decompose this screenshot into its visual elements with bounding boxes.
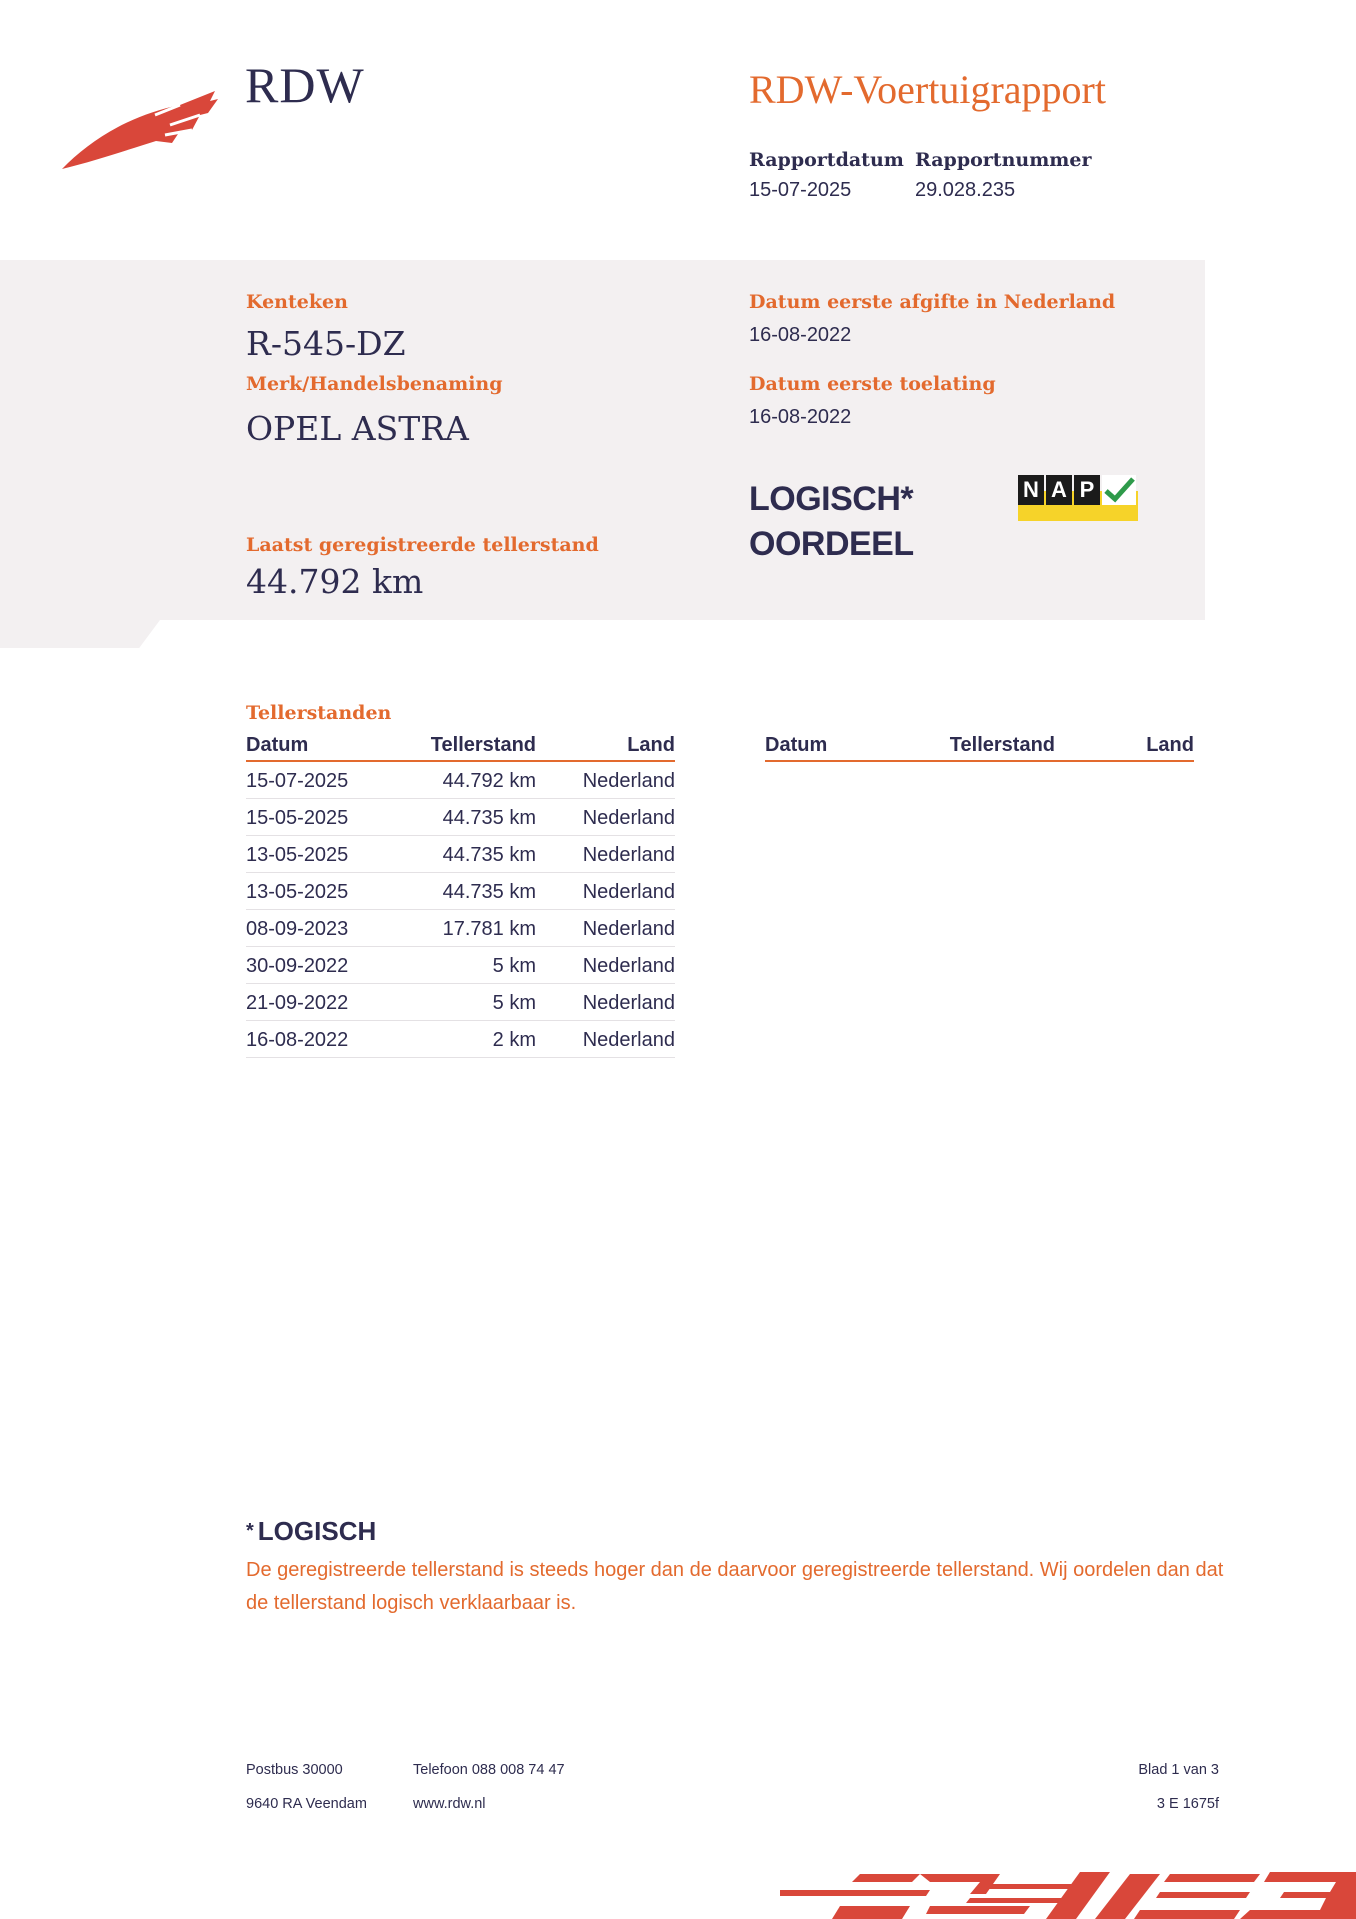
footer-address: 9640 RA Veendam [246,1796,367,1812]
table-row [246,984,675,1021]
row-datum: 13-05-2025 [246,836,406,873]
col-tellerstand: Tellerstand [406,732,536,761]
row-land: Nederland [536,947,675,984]
teller-label: Laatst geregistreerde tellerstand [246,534,599,556]
footnote-title-text: LOGISCH [257,1516,377,1546]
afgifte-value: 16-08-2022 [749,324,852,346]
report-number-value: 29.028.235 [915,179,1016,201]
row-land: Nederland [536,836,675,873]
footnote-text: De geregistreerde tellerstand is steeds hoger dan de daarvoor geregistreerde tellerstand. Wij oordelen dan dat de tellerstand logisch verklaarbaar is. [246,1559,1224,1614]
footer-document-code: 3 E 1675f [1156,1796,1219,1812]
table-row [246,836,675,873]
nap-letter-n: N [1018,475,1044,505]
row-tellerstand: 44.735 km [406,799,536,836]
teller-value: 44.792 km [246,562,424,601]
report-date-value: 15-07-2025 [749,179,852,201]
vehicle-summary-panel [0,260,1205,620]
afgifte-label: Datum eerste afgifte in Nederland [749,291,1116,313]
footnote-star: * [246,1520,254,1542]
col-datum: Datum [765,732,925,761]
kenteken-value: R-545-DZ [246,324,406,363]
tellerstanden-table-left [246,732,675,1058]
table-row [246,799,675,836]
row-datum: 13-05-2025 [246,873,406,910]
footer-stripes-graphic [780,1870,1356,1919]
tellerstanden-table-right [765,732,1194,762]
toelating-label: Datum eerste toelating [749,373,996,395]
row-land: Nederland [536,761,675,799]
table-row [246,873,675,910]
table-row [246,1021,675,1058]
nap-check-icon [1102,475,1136,505]
col-datum: Datum [246,732,406,761]
row-land: Nederland [536,873,675,910]
nap-letter-a: A [1046,475,1072,505]
panel-tab-shape [0,620,160,648]
row-land: Nederland [536,1021,675,1058]
row-land: Nederland [536,799,675,836]
col-land: Land [536,732,675,761]
row-datum: 15-07-2025 [246,761,406,799]
row-datum: 15-05-2025 [246,799,406,836]
row-tellerstand: 5 km [406,947,536,984]
verdict-line2: OORDEEL [749,525,914,563]
footer-page-number: Blad 1 van 3 [1138,1762,1219,1778]
verdict-line1: LOGISCH* [749,480,914,518]
table-row [246,947,675,984]
footnote-title [246,1516,376,1547]
row-datum: 30-09-2022 [246,947,406,984]
row-datum: 08-09-2023 [246,910,406,947]
tellerstanden-title: Tellerstanden [246,702,392,724]
footer-postbus: Postbus 30000 [246,1762,343,1778]
row-tellerstand: 2 km [406,1021,536,1058]
row-datum: 16-08-2022 [246,1021,406,1058]
row-tellerstand: 44.735 km [406,836,536,873]
table-row [246,761,675,799]
row-tellerstand: 5 km [406,984,536,1021]
report-title: RDW-Voertuigrapport [749,67,1106,112]
report-date-label: Rapportdatum [749,149,904,171]
row-land: Nederland [536,984,675,1021]
nap-logo-icon [1018,475,1138,521]
kenteken-label: Kenteken [246,291,348,313]
col-tellerstand: Tellerstand [925,732,1055,761]
row-datum: 21-09-2022 [246,984,406,1021]
report-number-label: Rapportnummer [915,149,1092,171]
merk-label: Merk/Handelsbenaming [246,373,503,395]
table-row [246,910,675,947]
rdw-logo-icon [60,85,220,175]
row-land: Nederland [536,910,675,947]
row-tellerstand: 44.792 km [406,761,536,799]
merk-value: OPEL ASTRA [246,409,469,448]
footer-website-link[interactable]: www.rdw.nl [413,1796,486,1812]
row-tellerstand: 44.735 km [406,873,536,910]
toelating-value: 16-08-2022 [749,406,852,428]
col-land: Land [1055,732,1194,761]
nap-letter-p: P [1074,475,1100,505]
row-tellerstand: 17.781 km [406,910,536,947]
brand-name: RDW [245,57,365,113]
footer-phone: Telefoon 088 008 74 47 [413,1762,565,1778]
